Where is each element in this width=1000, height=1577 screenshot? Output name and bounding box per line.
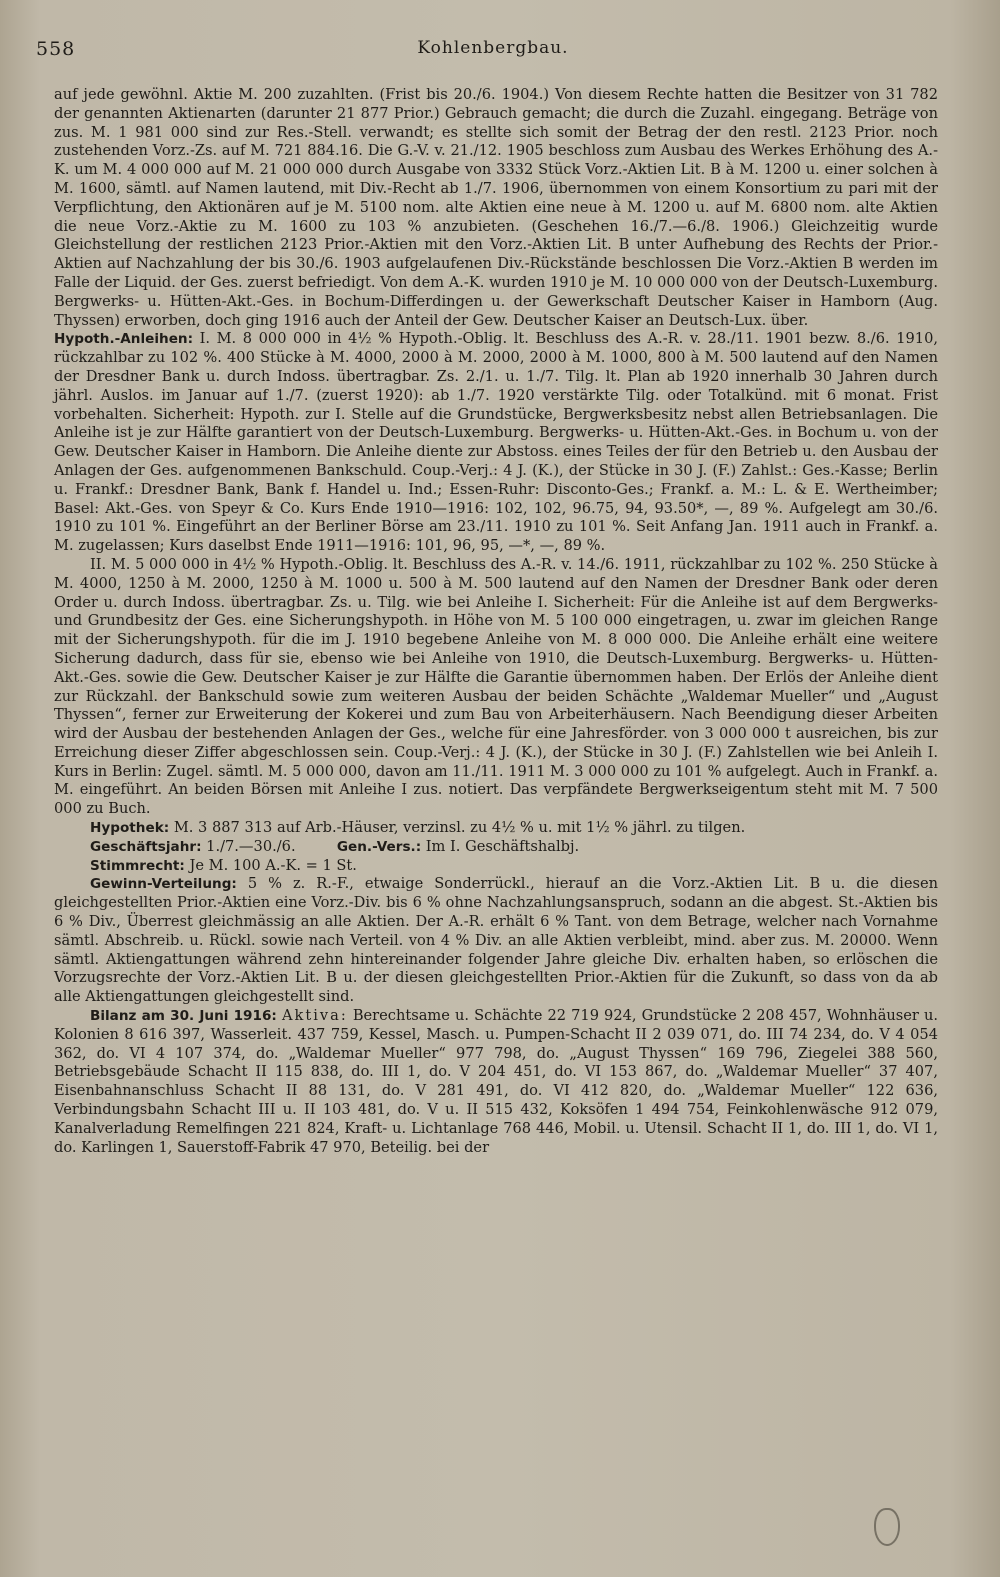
- paragraph-text: II. M. 5 000 000 in 4½ % Hypoth.-Oblig. lt. Beschluss des A.-R. v. 14./6. 1911, rückzahlbar zu 102 %. 250 Stücke à M. 4000, 1250 à M. 2000, 1250 à M. 1000 u. 500 à M. 500 lautend auf den Namen der Dresdner Bank oder deren Order u. durch Indoss. übertragbar. Zs. u. Tilg. wie bei Anleihe I. Sicherheit: Für die Anleihe ist auf dem Bergwerks- und Grundbesitz der Ges. eine Sicherungshypoth. in Höhe von M. 5 100 000 eingetragen, u. zwar im gleichen Range mit der Sicherungshypoth. für die im J. 1910 begebene Anleihe von M. 8 000 000. Die Anleihe erhält eine weitere Sicherung dadurch, dass für sie, ebenso wie bei Anleihe von 1910, die Deutsch-Luxemburg. Bergwerks- u. Hütten-Akt.-Ges. sowie die Gew. Deutscher Kaiser je zur Hälfte die Garantie übernommen haben. Der Erlös der Anleihe dient zur Rückzahl. der Bankschuld sowie zum weiteren Ausbau der beiden Schächte „Waldemar Mueller“ und „August Thyssen“, ferner zur Erweiterung der Kokerei und zum Bau von Arbeiterhäusern. Nach Beendigung dieser Arbeiten wird der Ausbau der bestehenden Anlagen der Ges., welche für eine Jahresförder. von 3 000 000 t ausreichen, bis zur Erreichung dieser Ziffer abgeschlossen sein. Coup.-Verj.: 4 J. (K.), der Stücke in 30 J. (F.) Zahlstellen wie bei Anleih I. Kurs in Berlin: Zugel. sämtl. M. 5 000 000, davon am 11./11. 1911 M. 3 000 000 zu 101 % aufgelegt. Auch in Frankf. a. M. eingeführt. An beiden Börsen mit Anleihe I zus. notiert. Das verpfändete Bergwerkseigentum steht mit M. 7 500 000 zu Buch.: [54, 555, 938, 818]
- page-header: [36, 38, 950, 66]
- section-label: Geschäftsjahr:: [90, 838, 202, 855]
- section-label: Hypothek:: [90, 820, 170, 837]
- paragraph-text: I. M. 8 000 000 in 4½ % Hypoth.-Oblig. lt. Beschluss des A.-R. v. 28./11. 1901 bezw. 8./6. 1910, rückzahlbar zu 102 %. 400 Stücke à M. 4000, 2000 à M. 2000, 2000 à M. 1000, 800 à M. 500 lautend auf den Namen der Dresdner Bank u. durch Indoss. übertragbar. Zs. 2./1. u. 1./7. Tilg. lt. Plan ab 1920 innerhalb 30 Jahren durch jährl. Auslos. im Januar auf 1./7. (zuerst 1920): ab 1./7. 1920 verstärkte Tilg. oder Totalkünd. mit 6 monat. Frist vorbehalten. Sicherheit: Hypoth. zur I. Stelle auf die Grundstücke, Bergwerksbesitz nebst allen Betriebsanlagen. Die Anleihe ist je zur Hälfte garantiert von der Deutsch-Luxemburg. Bergwerks- u. Hütten-Akt.-Ges. in Bochum u. von der Gew. Deutscher Kaiser in Hamborn. Die Anleihe diente zur Abstoss. eines Teiles der für den Betrieb u. den Ausbau der Anlagen der Ges. aufgenommenen Bankschuld. Coup.-Verj.: 4 J. (K.), der Stücke in 30 J. (F.) Zahlst.: Ges.-Kasse; Berlin u. Frankf.: Dresdner Bank, Bank f. Handel u. Ind.; Essen-Ruhr: Disconto-Ges.; Frankf. a. M.: L. & E. Wertheimber; Basel: Akt.-Ges. von Speyr & Co. Kurs Ende 1910—1916: 102, 102, 96.75, 94, 93.50*, —, 89 %. Aufgelegt am 30./6. 1910 zu 101 %. Eingeführt an der Berliner Börse am 23./11. 1910 zu 101 %. Seit Anfang Jan. 1911 auch in Frankf. a. M. zugelassen; Kurs daselbst Ende 1911—1916: 101, 96, 95, —*, —, 89 %.: [54, 330, 938, 555]
- paragraph-text: M. 3 887 313 auf Arb.-Häuser, verzinsl. zu 4½ % u. mit 1½ % jährl. zu tilgen.: [173, 819, 746, 837]
- paragraph-voting-right: [54, 857, 938, 876]
- section-sublabel: Aktiva:: [281, 1007, 348, 1025]
- paragraph-fiscal-year: [54, 838, 938, 857]
- running-head: Kohlenbergbau.: [417, 38, 569, 58]
- paragraph-capital-history: [54, 86, 938, 330]
- paragraph-loan-two: [54, 556, 938, 819]
- ink-mark-icon: [874, 1508, 900, 1546]
- paragraph-text: Berechtsame u. Schächte 22 719 924, Grundstücke 2 208 457, Wohnhäuser u. Kolonien 8 616 397, Wasserleit. 437 759, Kessel, Masch. u. Pumpen-Schacht II 2 039 071, do. III 74 234, do. V 4 054 362, do. VI 4 107 374, do. „Waldemar Mueller“ 977 798, do. „August Thyssen“ 169 796, Ziegelei 388 560, Betriebsgebäude Schacht II 115 838, do. III 1, do. V 204 451, do. VI 153 867, do. „Waldemar Mueller“ 37 407, Eisenbahnanschluss Schacht II 88 131, do. V 281 491, do. VI 412 820, do. „Waldemar Mueller“ 122 636, Verbindungsbahn Schacht III u. II 103 481, do. V u. II 515 432, Koksöfen 1 494 754, Feinkohlenwäsche 912 079, Kanalverladung Remelfingen 221 824, Kraft- u. Lichtanlage 768 446, Mobil. u. Utensil. Schacht II 1, do. III 1, do. VI 1, do. Karlingen 1, Sauerstoff-Fabrik 47 970, Beteilig. bei der: [54, 1007, 939, 1156]
- body-text: [54, 86, 938, 1157]
- section-label-secondary: Gen.-Vers.:: [336, 838, 422, 855]
- paragraph-text: Je M. 100 A.-K. = 1 St.: [189, 856, 357, 874]
- paragraph-text: auf jede gewöhnl. Aktie M. 200 zuzahlten. (Frist bis 20./6. 1904.) Von diesem Rechte hatten die Besitzer von 31 782 der genannten Aktienarten (darunter 21 877 Prior.) Gebrauch gemacht; die durch die Zuzahl. eingegang. Beträge von zus. M. 1 981 000 sind zur Res.-Stell. verwandt; es stellte sich somit der Betrag der den restl. 2123 Prior. noch zustehenden Vorz.-Zs. auf M. 721 884.16. Die G.-V. v. 21./12. 1905 beschloss zum Ausbau des Werkes Erhöhung des A.-K. um M. 4 000 000 auf M. 21 000 000 durch Ausgabe von 3332 Stück Vorz.-Aktien Lit. B à M. 1200 u. einer solchen à M. 1600, sämtl. auf Namen lautend, mit Div.-Recht ab 1./7. 1906, übernommen von einem Konsortium zu pari mit der Verpflichtung, den Aktionären auf je M. 5100 nom. alte Aktien eine neue à M. 1200 u. auf M. 6800 nom. alte Aktien die neue Vorz.-Aktie zu M. 1600 zu 103 % anzubieten. (Geschehen 16./7.—6./8. 1906.) Gleichzeitig wurde Gleichstellung der restlichen 2123 Prior.-Aktien mit den Vorz.-Aktien Lit. B unter Aufhebung des Rechts der Prior.-Aktien auf Nachzahlung der bis 30./6. 1903 aufgelaufenen Div.-Rückstände beschlossen Die Vorz.-Aktien B werden im Falle der Liquid. der Ges. zuerst befriedigt. Von dem A.-K. wurden 1910 je M. 10 000 000 von der Deutsch-Luxemburg. Bergwerks- u. Hütten-Akt.-Ges. in Bochum-Differdingen u. der Gewerkschaft Deutscher Kaiser in Hamborn (Aug. Thyssen) erworben, doch ging 1916 auch der Anteil der Gew. Deutscher Kaiser an Deutsch-Lux. über.: [54, 86, 938, 329]
- section-label: Hypoth.-Anleihen:: [54, 331, 194, 348]
- section-label: Stimmrecht:: [90, 857, 185, 874]
- paragraph-balance-sheet: [54, 1007, 938, 1157]
- paragraph-mortgage: [54, 819, 938, 838]
- page-number: 558: [36, 38, 76, 60]
- paragraph-profit-distribution: [54, 875, 938, 1007]
- section-label: Gewinn-Verteilung:: [90, 876, 237, 893]
- section-label: Bilanz am 30. Juni 1916:: [90, 1008, 277, 1025]
- paragraph-text: 1./7.—30./6.: [206, 837, 296, 855]
- paragraph-text-secondary: Im I. Geschäftshalbj.: [425, 837, 580, 855]
- paragraph-text: 5 % z. R.-F., etwaige Sonderrückl., hierauf an die Vorz.-Aktien Lit. B u. die diesen gleichgestellten Prior.-Aktien eine Vorz.-Div. bis 6 % ohne Nachzahlungsanspruch, sodann an die abgest. St.-Aktien bis 6 % Div., Überrest gleichmässig an alle Aktien. Der A.-R. erhält 6 % Tant. von dem Betrage, welcher nach Vornahme sämtl. Abschreib. u. Rückl. sowie nach Verteil. von 4 % Div. an alle Aktien verbleibt, mind. aber zus. M. 20000. Wenn sämtl. Aktiengattungen während zehn hintereinander folgender Jahre gleiche Div. erhalten haben, so erlöschen die Vorzugsrechte der Vorz.-Aktien Lit. B u. der diesen gleichgestellten Prior.-Aktien für die Zukunft, so dass von da ab alle Aktiengattungen gleichgestellt sind.: [54, 875, 939, 1006]
- paragraph-mortgage-loans: [54, 330, 938, 556]
